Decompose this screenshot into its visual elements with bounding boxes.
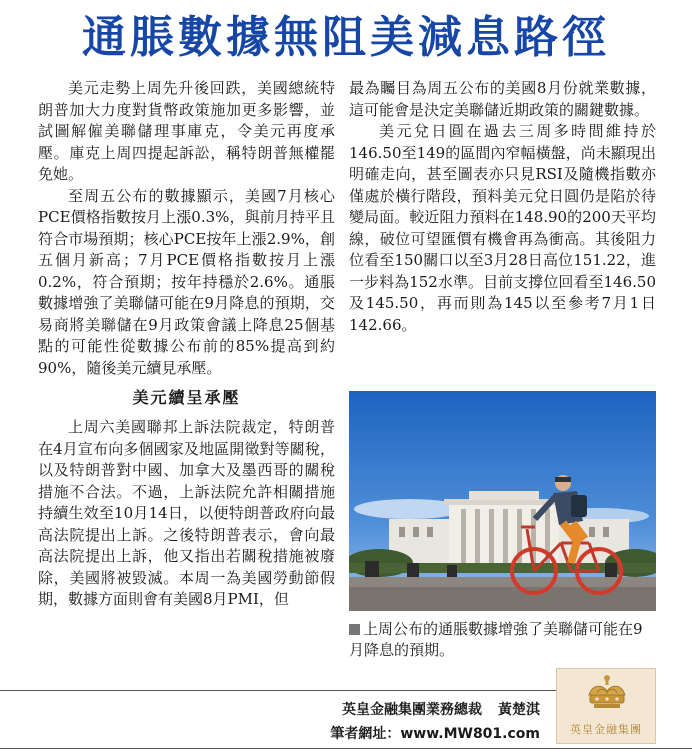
author-title: 英皇金融集團業務總裁	[342, 702, 482, 718]
footer-top-rule	[0, 690, 556, 691]
author-website: 筆者網址：www.MW801.com	[330, 726, 540, 742]
paragraph-continuation: 最為矚目為周五公布的美國8月份就業數據，這可能會是決定美聯儲近期政策的關鍵數據。	[349, 79, 656, 119]
paragraph-usdjpy-analysis: 美元兌日圓在過去三周多時間維持於146.50至149的區間內窄幅橫盤，尚未顯現出明確走向，甚至圖表亦只見RSI及隨機指數亦僅處於橫行階段，預料美元兌日圓仍是陷於待變局面。較近阻力預料在148.90的200天平均線，破位可望匯價有機會再為衝高。其後阻力位看至150關口以至3月28日高位151.22，進一步料為152水準。目前支撐位回看至146.50及145.50，再而則為145以至參考7月1日142.66。	[349, 122, 656, 334]
logo-text: 英皇金融集團	[570, 723, 642, 736]
photo-caption	[349, 619, 656, 661]
paragraph-pce-data: 至周五公布的數據顯示，美國7月核心PCE價格指數按月上漲0.3%，與前月持平且符合市場預期；核心PCE按年上漲2.9%，創五個月新高；7月PCE價格指數按月上漲0.2%，符合預期；按年持穩於2.6%。通脹數據增強了美聯儲可能在9月降息的預期，交易商將美聯儲在9月政策會議上降息25個基點的可能性從數據公布前的85%提高到約90%，隨後美元續見承壓。	[38, 186, 335, 377]
company-logo	[556, 668, 656, 744]
subheading: 美元續呈承壓	[132, 388, 241, 407]
paragraph-intro: 美元走勢上周先升後回跌，美國總統特朗普加大力度對貨幣政策施加更多影響，並試圖解僱美聯儲理事庫克，令美元再度承壓。庫克上周四提起訴訟，稱特朗普無權罷免她。	[38, 79, 335, 183]
crown-icon	[585, 673, 629, 721]
footer-bottom-rule	[0, 748, 692, 749]
photo-caption-text: 上周公布的通脹數據增強了美聯儲可能在9月降息的預期。	[349, 620, 643, 659]
paragraph-tariff-ruling: 上周六美國聯邦上訴法院裁定，特朗普在4月宣布向多個國家及地區開徵對等關稅，以及特朗普對中國、加拿大及墨西哥的關稅措施不合法。不過，上訴法院允許相關措施持續生效至10月14日，以便特朗普政府向最高法院提出上訴。之後特朗普表示，會向最高法院提出上訴，他又指出若關稅措施被廢除，美國將被毀滅。本周一為美國勞動節假期，數據方面則會有美國8月PMI，但	[38, 418, 335, 608]
caption-marker-icon	[349, 624, 360, 635]
author-name: 黃楚淇	[498, 702, 540, 718]
article-right-column	[349, 78, 656, 336]
author-credit	[342, 700, 540, 720]
article-left-column	[38, 78, 335, 611]
headline: 通脹數據無阻美減息路徑	[82, 12, 610, 63]
photo-federal-reserve-cyclist	[349, 391, 656, 611]
